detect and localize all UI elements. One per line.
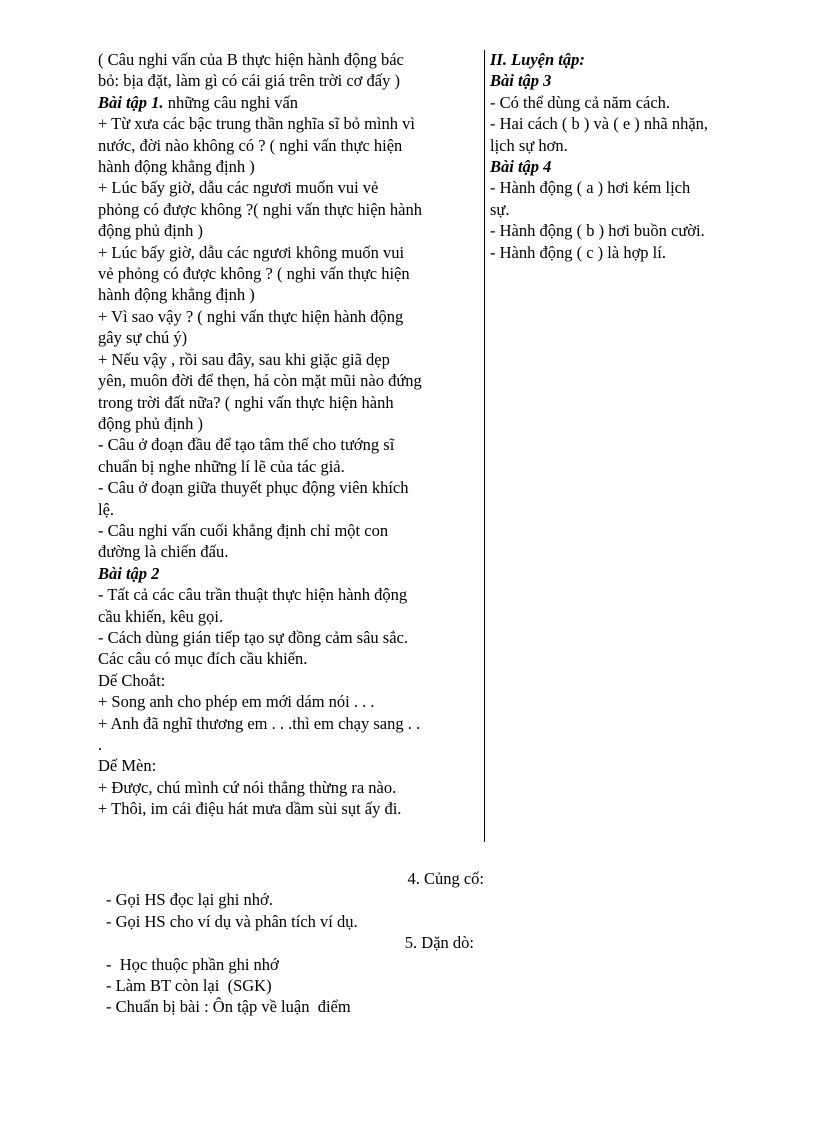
text-line: + Thôi, im cái điệu hát mưa dầm sùi sụt ấy đi. <box>98 799 402 819</box>
intro-line-2: bỏ: bịa đặt, làm gì có cái giá trên trời cơ đấy ) <box>98 71 400 91</box>
practice-section-title: II. Luyện tập: <box>490 50 585 69</box>
text-line: lệ. <box>98 499 115 519</box>
text-line: - Hành động ( a ) hơi kém lịch <box>490 178 691 198</box>
exercise-2-title: Bài tập 2 <box>98 563 160 583</box>
text-line: - Câu ở đoạn giữa thuyết phục động viên khích <box>98 478 409 498</box>
exercise-4-title: Bài tập 4 <box>490 157 552 177</box>
text-line: trong trời đất nữa? ( nghi vấn thực hiện hành <box>98 392 394 412</box>
text-line: đường là chiến đấu. <box>98 542 229 562</box>
column-divider <box>484 50 485 842</box>
text-line: chuẩn bị nghe những lí lẽ của tác giả. <box>98 456 345 476</box>
text-line: sự. <box>490 199 510 219</box>
list-item: - Học thuộc phần ghi nhớ <box>106 954 279 974</box>
text-line: Dế Choắt: <box>98 670 166 690</box>
answer-column-right <box>490 49 752 263</box>
text-line: - Hành động ( c ) là hợp lí. <box>490 242 666 262</box>
list-item: - Chuẩn bị bài : Ôn tập về luận điểm <box>106 997 351 1017</box>
text-line: + Vì sao vậy ? ( nghi vấn thực hiện hành động <box>98 306 404 326</box>
text-line: Các câu có mục đích cầu khiến. <box>98 649 308 669</box>
text-line: hành động khẳng định ) <box>98 157 255 177</box>
answer-column-left <box>98 49 480 820</box>
text-line: - Có thể dùng cả năm cách. <box>490 92 671 112</box>
list-item: - Gọi HS đọc lại ghi nhớ. <box>106 890 273 910</box>
text-line: vẻ phỏng có được không ? ( nghi vấn thực hiện <box>98 264 410 284</box>
exercise-3-title: Bài tập 3 <box>490 71 552 91</box>
exercise-1-heading <box>98 92 480 113</box>
text-line: yên, muôn đời để thẹn, há còn mặt mũi nào đứng <box>98 371 422 391</box>
text-line: - Tất cả các câu trần thuật thực hiện hành động <box>98 585 408 605</box>
exercise-1-title-rest: những câu nghi vấn <box>163 92 299 112</box>
text-line: gây sự chú ý) <box>98 328 188 348</box>
text-line: + Được, chú mình cứ nói thẳng thừng ra nào. <box>98 777 397 797</box>
text-line: - Hai cách ( b ) và ( e ) nhã nhặn, <box>490 114 709 134</box>
exercise-2-body <box>98 584 480 819</box>
text-line: + Anh đã nghĩ thương em . . .thì em chạy sang . . <box>98 713 421 733</box>
text-line: . <box>98 735 103 754</box>
intro-line-1: ( Câu nghi vấn của B thực hiện hành động bác <box>98 50 404 69</box>
text-line: - Câu ở đoạn đầu để tạo tâm thế cho tướng sĩ <box>98 435 395 455</box>
text-line: + Lúc bấy giờ, dẫu các ngươi muốn vui vẻ <box>98 178 379 198</box>
text-line: động phủ định ) <box>98 413 203 433</box>
text-line: hành động khẳng định ) <box>98 285 255 305</box>
text-line: + Nếu vậy , rồi sau đây, sau khi giặc giã dẹp <box>98 349 390 369</box>
homework-title: 5. Dặn dò: <box>404 933 474 953</box>
text-line: động phủ định ) <box>98 221 203 241</box>
exercise-1-body <box>98 113 480 563</box>
text-line: cầu khiến, kêu gọi. <box>98 606 224 626</box>
text-line: + Lúc bấy giờ, dẫu các ngươi không muốn vui <box>98 242 405 262</box>
text-line: + Từ xưa các bậc trung thần nghĩa sĩ bỏ mình vì <box>98 114 415 134</box>
consolidation-title: 4. Củng cố: <box>407 869 484 888</box>
exercise-1-title: Bài tập 1. <box>98 92 164 112</box>
lesson-closing <box>98 868 498 1018</box>
text-line: + Song anh cho phép em mới dám nói . . . <box>98 692 375 712</box>
text-line: - Cách dùng gián tiếp tạo sự đồng cảm sâu sắc. <box>98 627 408 647</box>
text-line: phỏng có được không ?( nghi vấn thực hiện hành <box>98 199 422 219</box>
text-line: - Hành động ( b ) hơi buồn cười. <box>490 221 705 241</box>
text-line: - Câu nghi vấn cuối khẳng định chỉ một con <box>98 520 389 540</box>
text-line: lịch sự hơn. <box>490 135 568 155</box>
text-line: nước, đời nào không có ? ( nghi vấn thực hiện <box>98 135 403 155</box>
list-item: - Làm BT còn lại (SGK) <box>106 976 272 996</box>
text-line: Dế Mèn: <box>98 756 157 776</box>
list-item: - Gọi HS cho ví dụ và phân tích ví dụ. <box>106 911 358 931</box>
